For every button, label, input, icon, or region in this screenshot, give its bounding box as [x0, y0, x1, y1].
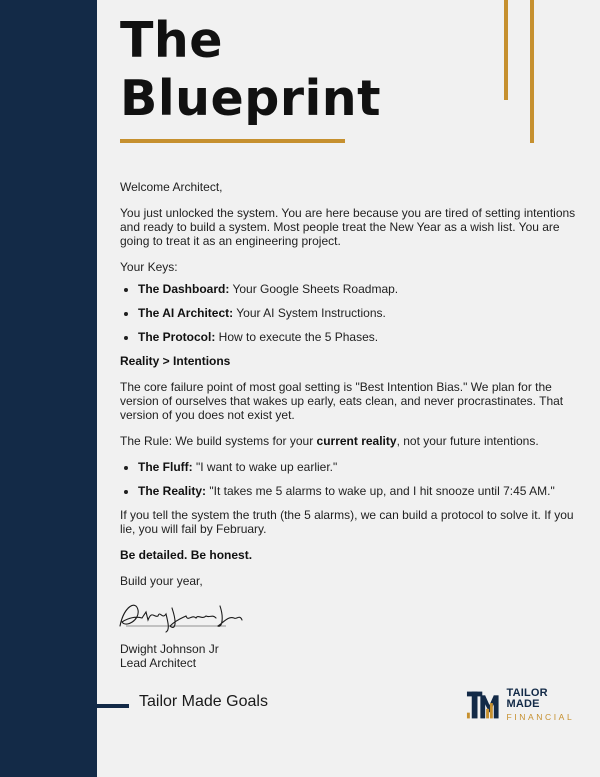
- closing-line: Build your year,: [120, 574, 203, 588]
- emphasis-line: [120, 548, 580, 562]
- page-title: [120, 12, 381, 128]
- list-item: [138, 306, 580, 320]
- core-failure-paragraph: The core failure point of most goal setting is "Best Intention Bias." We plan for the version of ourselves that wakes up early, eats clean, and never procrastinates. That version of you does not exist yet.: [120, 380, 564, 422]
- list-item: [138, 460, 580, 474]
- list-item: [138, 484, 580, 498]
- title-line-1: The: [120, 12, 224, 69]
- key-text: Your Google Sheets Roadmap.: [229, 282, 399, 296]
- greeting: Welcome Architect,: [120, 180, 223, 194]
- rule-paragraph: [120, 434, 580, 448]
- key-label: The Protocol:: [138, 330, 216, 344]
- example-text: "I want to wake up earlier.": [192, 460, 338, 474]
- emphasis-text: Be detailed. Be honest.: [120, 548, 253, 562]
- footer-brand-text: Tailor Made Goals: [139, 693, 268, 710]
- truth-paragraph: If you tell the system the truth (the 5 alarms), we can build a protocol to solve it. If you lie, you will fail by February.: [120, 508, 574, 536]
- section-heading: [120, 354, 580, 368]
- title-underline: [120, 139, 345, 143]
- rule-prefix: The Rule: We build systems for your: [120, 434, 317, 448]
- example-text: "It takes me 5 alarms to wake up, and I hit snooze until 7:45 AM.": [206, 484, 555, 498]
- logo-wordmark: [506, 688, 581, 722]
- examples-list: [120, 460, 580, 498]
- handwritten-signature: [116, 596, 246, 636]
- logo-line-1: TAILOR MADE: [506, 687, 548, 711]
- company-logo: [466, 688, 581, 722]
- list-item: [138, 282, 580, 296]
- signer-block: [120, 642, 580, 670]
- signer-name: Dwight Johnson Jr: [120, 642, 219, 656]
- keys-heading: Your Keys:: [120, 260, 178, 274]
- rule-suffix: , not your future intentions.: [396, 434, 539, 448]
- footer-accent-line: [97, 704, 129, 708]
- key-text: Your AI System Instructions.: [233, 306, 386, 320]
- rule-bold: current reality: [316, 434, 397, 448]
- intro-paragraph: You just unlocked the system. You are here because you are tired of setting intentions and ready to build a system. Most people treat the New Year as a wish list. You are going to treat it as an engineering project.: [120, 206, 576, 248]
- key-label: The Dashboard:: [138, 282, 230, 296]
- section-heading-text: Reality > Intentions: [120, 354, 231, 368]
- key-label: The AI Architect:: [138, 306, 234, 320]
- tm-logo-icon: [466, 689, 500, 721]
- keys-list: [120, 282, 580, 344]
- gold-accent-bar-long: [530, 0, 534, 143]
- title-line-2: Blueprint: [120, 70, 382, 127]
- example-label: The Reality:: [138, 484, 207, 498]
- key-text: How to execute the 5 Phases.: [215, 330, 379, 344]
- example-label: The Fluff:: [138, 460, 193, 474]
- navy-sidebar: [0, 0, 97, 777]
- letter-body: [120, 180, 580, 670]
- signer-title: Lead Architect: [120, 656, 197, 670]
- list-item: [138, 330, 580, 344]
- gold-accent-bar-short: [504, 0, 508, 100]
- logo-line-2: FINANCIAL: [506, 712, 575, 723]
